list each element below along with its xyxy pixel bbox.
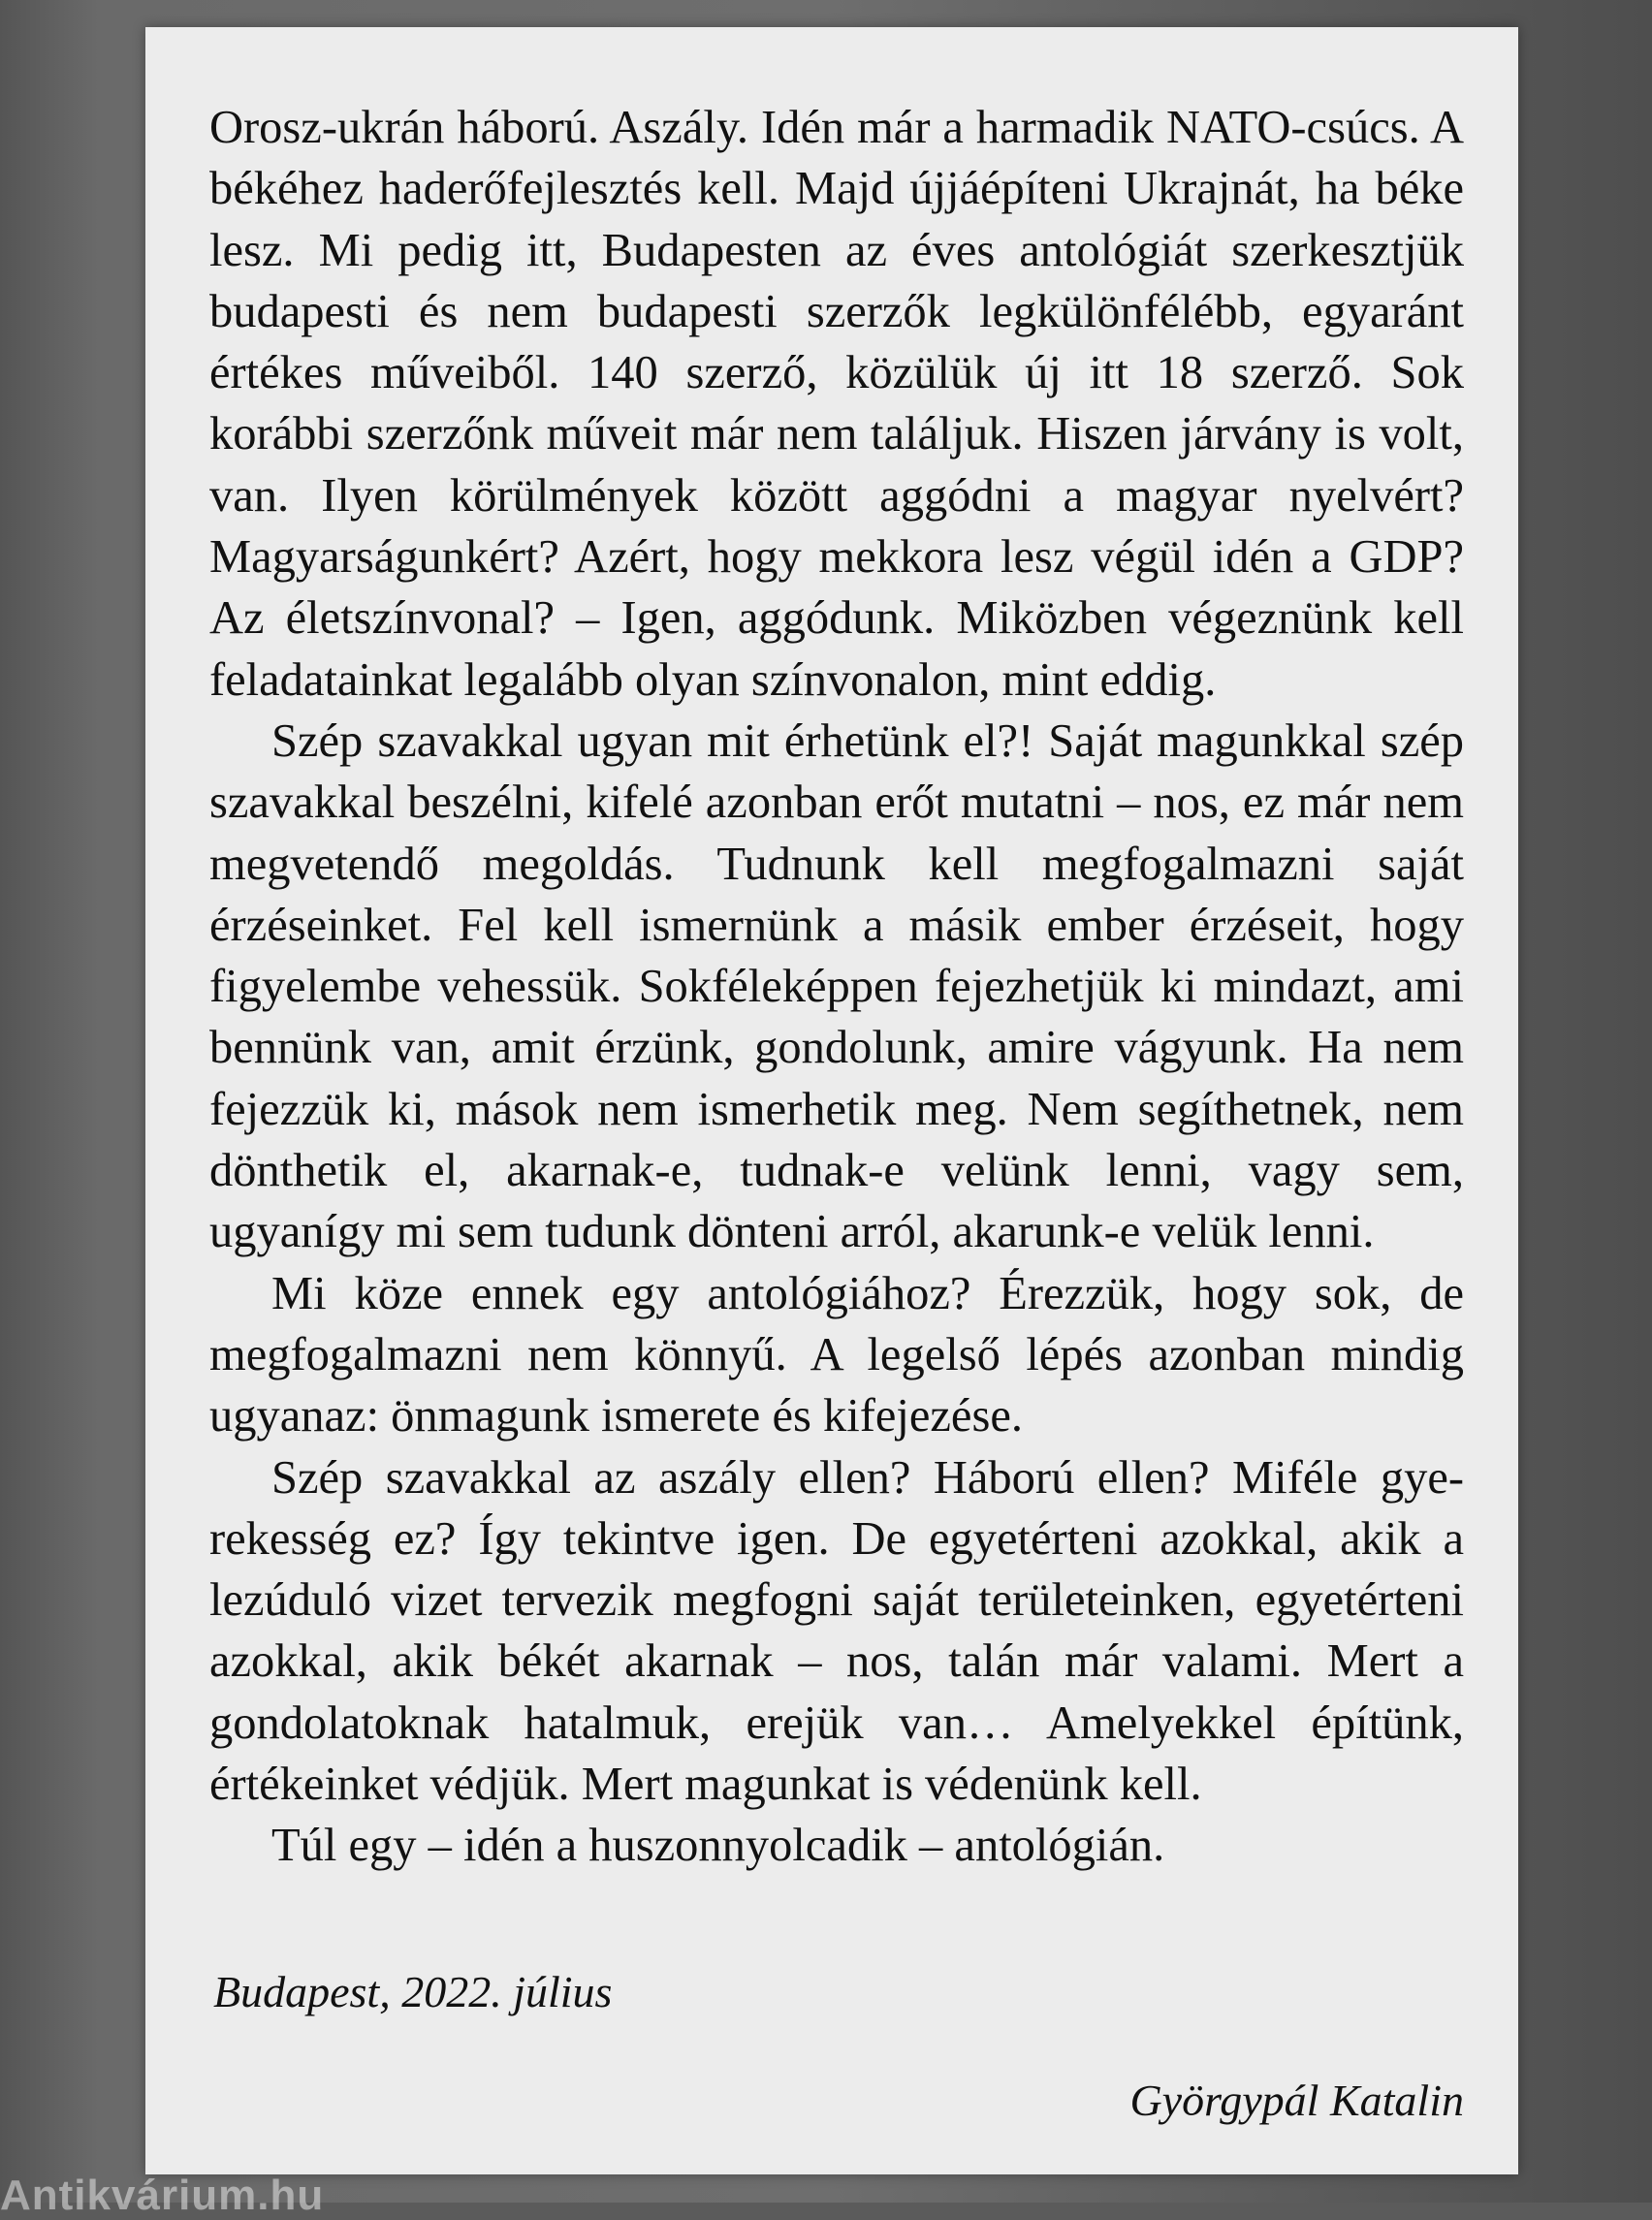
place-and-date: Budapest, 2022. július xyxy=(213,1967,613,2016)
body-text xyxy=(209,97,1464,1877)
paragraph-3: Mi köze ennek egy antológiához? Érezzük, hogy sok, de megfogalmazni nem könnyű. A legelső lépés azonban mindig ugyanaz: önmagunk ismerete és kifejezése. xyxy=(209,1267,1464,1443)
watermark: Antikvárium.hu xyxy=(0,2172,325,2219)
paragraph-2: Szép szavakkal ugyan mit érhetünk el?! Saját magunkkal szép szavakkal beszélni, kifelé azonban erőt mutatni – nos, ez már nem megvetendő megoldás. Tudnunk kell megfogalmazni saját érzéseinket. Fel kell ismernünk a másik ember érzéseit, hogy figyelembe vehessük. Sokféleképpen fejezhetjük ki mindazt, ami bennünk van, amit érzünk, gondolunk, amire vágyunk. Ha nem fejezzük ki, mások nem ismerhetik meg. Nem segíthetnek, nem dönthetik el, akarnak-e, tudnak-e velünk lenni, vagy sem, ugyanígy mi sem tudunk dönteni arról, akarunk-e velük lenni. xyxy=(209,714,1464,1258)
paragraph-1: Orosz-ukrán háború. Aszály. Idén már a harmadik NATO-csúcs. A békéhez haderőfejlesztés kell. Majd újjáépíteni Ukrajnát, ha béke lesz. Mi pedig itt, Budapesten az éves antológiát szerkesztjük budapesti és nem budapesti szerzők legkülönfélébb, egyaránt értékes műveiből. 140 szerző, közülük új itt 18 szerző. Sok korábbi szerzőnk műveit már nem találjuk. Hiszen járvány is volt, van. Ilyen körülmények között aggódni a magyar nyelvért? Magyarságunkért? Azért, hogy mekkora lesz végül idén a GDP? Az életszínvonal? – Igen, aggódunk. Miközben végeznünk kell feladatainkat legalább olyan színvonalon, mint eddig. xyxy=(209,102,1464,706)
paragraph-4: Szép szavakkal az aszály ellen? Háború ellen? Miféle gyerekesség ez? Így tekintve igen. De egyetérteni azokkal, akik a lezúduló vizet tervezik megfogni saját területeinken, egyetérteni azokkal, akik békét akarnak – nos, talán már valami. Mert a gondolatoknak hatalmuk, erejük van… Amelyekkel építünk, értékeinket védjük. Mert magunkat is védenünk kell. xyxy=(209,1451,1464,1811)
author-signature: Györgypál Katalin xyxy=(1129,2076,1464,2125)
paragraph-5: Túl egy – idén a huszonnyolcadik – antológián. xyxy=(271,1820,1165,1872)
book-page xyxy=(145,27,1518,2174)
